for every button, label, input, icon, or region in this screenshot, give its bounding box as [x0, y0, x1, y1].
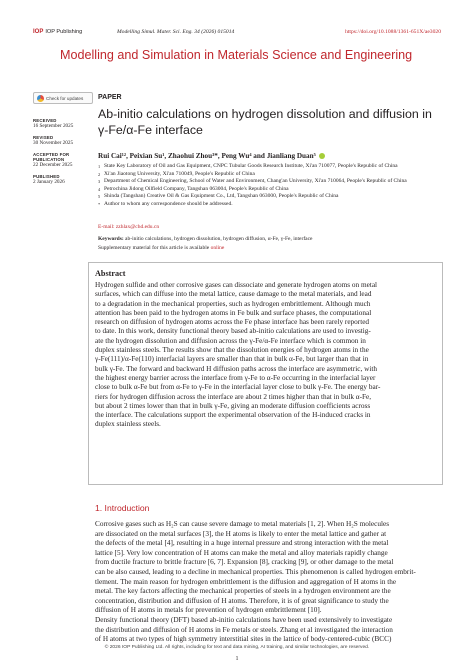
- journal-reference: Modelling Simul. Mater. Sci. Eng. 34 (2026) 015014: [117, 29, 235, 35]
- affiliation-item: [98, 178, 443, 186]
- introduction-line: metal. The key factors affecting the mechanical properties of steels in a hydrogen environment are the: [95, 587, 391, 596]
- affiliation-item: [98, 193, 443, 201]
- introduction-line: lattice [5]. Very low concentration of H atoms can make the metal and alloy materials rapidly change: [95, 548, 388, 557]
- title-line-2: γ-Fe/α-Fe interface: [98, 123, 203, 137]
- history-date: 16 September 2025: [33, 123, 74, 129]
- introduction-line: concentration, distribution and diffusion of H atoms. Therefore, it is of great significance to study the: [95, 596, 389, 605]
- copyright-footer: © 2026 IOP Publishing Ltd. All rights, including for text and data mining, AI training, and similar technologies, are reserved.: [104, 645, 370, 650]
- history-label: ACCEPTED FOR PUBLICATION: [33, 152, 70, 162]
- introduction-line: can be also caused, leading to a decline in mechanical properties. This phenomenon is called hydrogen embrit-: [95, 567, 416, 576]
- introduction-line: the defects of the metal [4], resulting in a huge internal pressure and strong interaction with the metal: [95, 539, 389, 548]
- abstract-line: the highest energy barrier across the interface from γ-Fe to α-Fe occurring in the interfacial layer: [95, 373, 376, 382]
- history-date: 22 December 2025: [33, 162, 73, 168]
- abstract-body: [95, 281, 438, 430]
- affiliation-text: State Key Laboratory of Oil and Gas Equipment, CNPC Tubular Goods Research Institute, Xi'an 710077, People's Republic of China: [104, 163, 398, 169]
- article-type: PAPER: [98, 94, 122, 101]
- introduction-line: of H atoms at two types of high symmetry interstitial sites in the lattice of body-centered-cubic (BCC): [95, 635, 392, 644]
- abstract-line: Hydrogen sulfide and other corrosive gases can dissociate and generate hydrogen atoms on metal: [95, 281, 378, 289]
- introduction-body: [95, 520, 439, 645]
- affiliation-item: [98, 163, 443, 171]
- keywords-text: ab-initio calculations, hydrogen dissolution, hydrogen diffusion, α-Fe, γ-Fe, interface: [125, 236, 313, 242]
- introduction-line: from ductile fracture to brittle fracture [6, 7]. Expansion [8], cracking [9], or other damage to the metal: [95, 558, 394, 567]
- affiliation-number: *: [98, 201, 101, 207]
- author-list: [98, 152, 443, 160]
- abstract-line: duplex stainless steels.: [95, 420, 161, 429]
- check-for-updates-button[interactable]: [33, 92, 93, 104]
- abstract-line: attention has been paid to the hydrogen atoms in Fe bulk and surface phases, the computational: [95, 308, 372, 317]
- abstract-line: γ-Fe(111)/α-Fe(110) interfacial layers are smaller than that in bulk α-Fe, but larger than that in: [95, 355, 369, 364]
- affiliation-number: 2: [98, 171, 101, 177]
- doi-link[interactable]: https://doi.org/10.1088/1361-651X/ae3020: [345, 29, 441, 35]
- introduction-line: diffusion of H atoms in metals for prevention of hydrogen embrittlement [10].: [95, 606, 322, 615]
- section-heading-introduction: 1. Introduction: [95, 503, 150, 513]
- check-updates-icon: [37, 95, 44, 102]
- abstract-line: riers for hydrogen diffusion across the interface are about 2 times higher than that in bulk α-Fe,: [95, 392, 372, 401]
- corresponding-email[interactable]: E-mail: zzhlax@chd.edu.cn: [98, 224, 160, 230]
- abstract-line: bulk γ-Fe. The forward and backward H diffusion paths across the interface are asymmetric, with: [95, 364, 377, 373]
- publisher-name: IOP Publishing: [45, 29, 83, 35]
- keywords-label: Keywords:: [98, 236, 124, 242]
- supp-text: Supplementary material for this article is available: [98, 245, 210, 251]
- affiliation-number: 5: [98, 194, 101, 200]
- supplementary-note: [98, 245, 443, 251]
- orcid-icon[interactable]: [319, 153, 325, 159]
- publisher: [33, 29, 82, 35]
- affiliation-text: Shinda (Tangshan) Creative Oil & Gas Equipment Co., Ltd, Tangshan 063000, People's Republic of China: [104, 193, 339, 200]
- title-line-1: Ab-initio calculations on hydrogen dissolution and diffusion in: [98, 107, 432, 121]
- introduction-line: Density functional theory (DFT) based ab-initio calculations have been used extensively to investigate: [95, 615, 393, 624]
- affiliation-text: Author to whom any correspondence should be addressed.: [104, 200, 233, 207]
- introduction-line: are dissociated on the metal surfaces [3], the H atoms is likely to enter the metal lattice and gather at: [95, 529, 387, 538]
- article-title: [98, 106, 438, 138]
- introduction-line: Corrosive gases such as H₂S can cause severe damage to metal materials [1, 2]. When H₂S molecules: [95, 520, 390, 528]
- abstract-heading: Abstract: [95, 269, 126, 278]
- running-header: [33, 27, 441, 41]
- affiliation-item: [98, 201, 443, 209]
- abstract-line: surfaces, which can diffuse into the metal lattice, cause damage to the metal materials, and lead: [95, 290, 372, 299]
- journal-title: Modelling and Simulation in Materials Science and Engineering: [60, 48, 413, 62]
- abstract-line: ate the hydrogen dissolution and diffusion across the γ-Fe/α-Fe interface which is common in: [95, 336, 366, 345]
- history-label: PUBLISHED: [33, 174, 60, 179]
- affiliation-number: 1: [98, 164, 101, 169]
- abstract-line: close to bulk α-Fe but from α-Fe to γ-Fe in the interfacial layer close to bulk γ-Fe. The energy bar-: [95, 383, 381, 392]
- authors-text: Rui Cai¹², Peixian Su¹, Zhaohui Zhou³*, Peng Wu⁴ and Jianliang Duan⁵: [98, 152, 316, 160]
- abstract-line: to a degradation in the mechanical properties, such as hydrogen embrittlement. Although much: [95, 299, 371, 308]
- abstract-line: research on diffusion of hydrogen atoms across the Fe phase interface has been rarely reported: [95, 318, 370, 327]
- introduction-line: the distribution and diffusion of H atoms in Fe metals or steels. Zhang et al investigated the interaction: [95, 625, 393, 634]
- affiliation-text: Department of Chemical Engineering, School of Water and Environment, Chang'an University, Xi'an 710064, People's Republic of China: [104, 178, 407, 185]
- page-number: 1: [235, 656, 239, 662]
- history-label: RECEIVED: [33, 118, 57, 123]
- history-date: 30 November 2025: [33, 140, 74, 146]
- affiliations: [98, 163, 443, 209]
- history-date: 2 January 2026: [33, 179, 65, 185]
- article-history-sidebar: [33, 92, 95, 191]
- history-label: REVISED: [33, 135, 54, 140]
- introduction-line: tlement. The main reason for hydrogen embrittlement is the diffusion and aggregation of H atoms in the: [95, 577, 397, 586]
- abstract-line: but about 2 times lower than that in bulk γ-Fe, giving an moderate diffusion coefficients across: [95, 401, 371, 410]
- abstract-line: duplex stainless steels. The results show that the dissolution energies of hydrogen atoms in the: [95, 346, 369, 355]
- keywords: [98, 236, 443, 242]
- supp-online-link[interactable]: online: [210, 245, 225, 251]
- affiliation-text: Xi'an Jiaotong University, Xi'an 710049, People's Republic of China: [104, 170, 255, 177]
- check-updates-label: Check for updates: [46, 95, 84, 101]
- affiliation-text: Petrochina Jidong Oilfield Company, Tangshan 063004, People's Republic of China: [104, 185, 289, 192]
- abstract-line: the interface. The calculations support the experimental observation of the H-induced cracks in: [95, 411, 371, 420]
- affiliation-number: 3: [98, 179, 101, 185]
- affiliation-number: 4: [98, 186, 101, 192]
- iop-logo-icon: IOP: [33, 29, 44, 35]
- abstract-line: to date. In this work, density functional theory based ab-initio calculations are used to investig-: [95, 327, 371, 336]
